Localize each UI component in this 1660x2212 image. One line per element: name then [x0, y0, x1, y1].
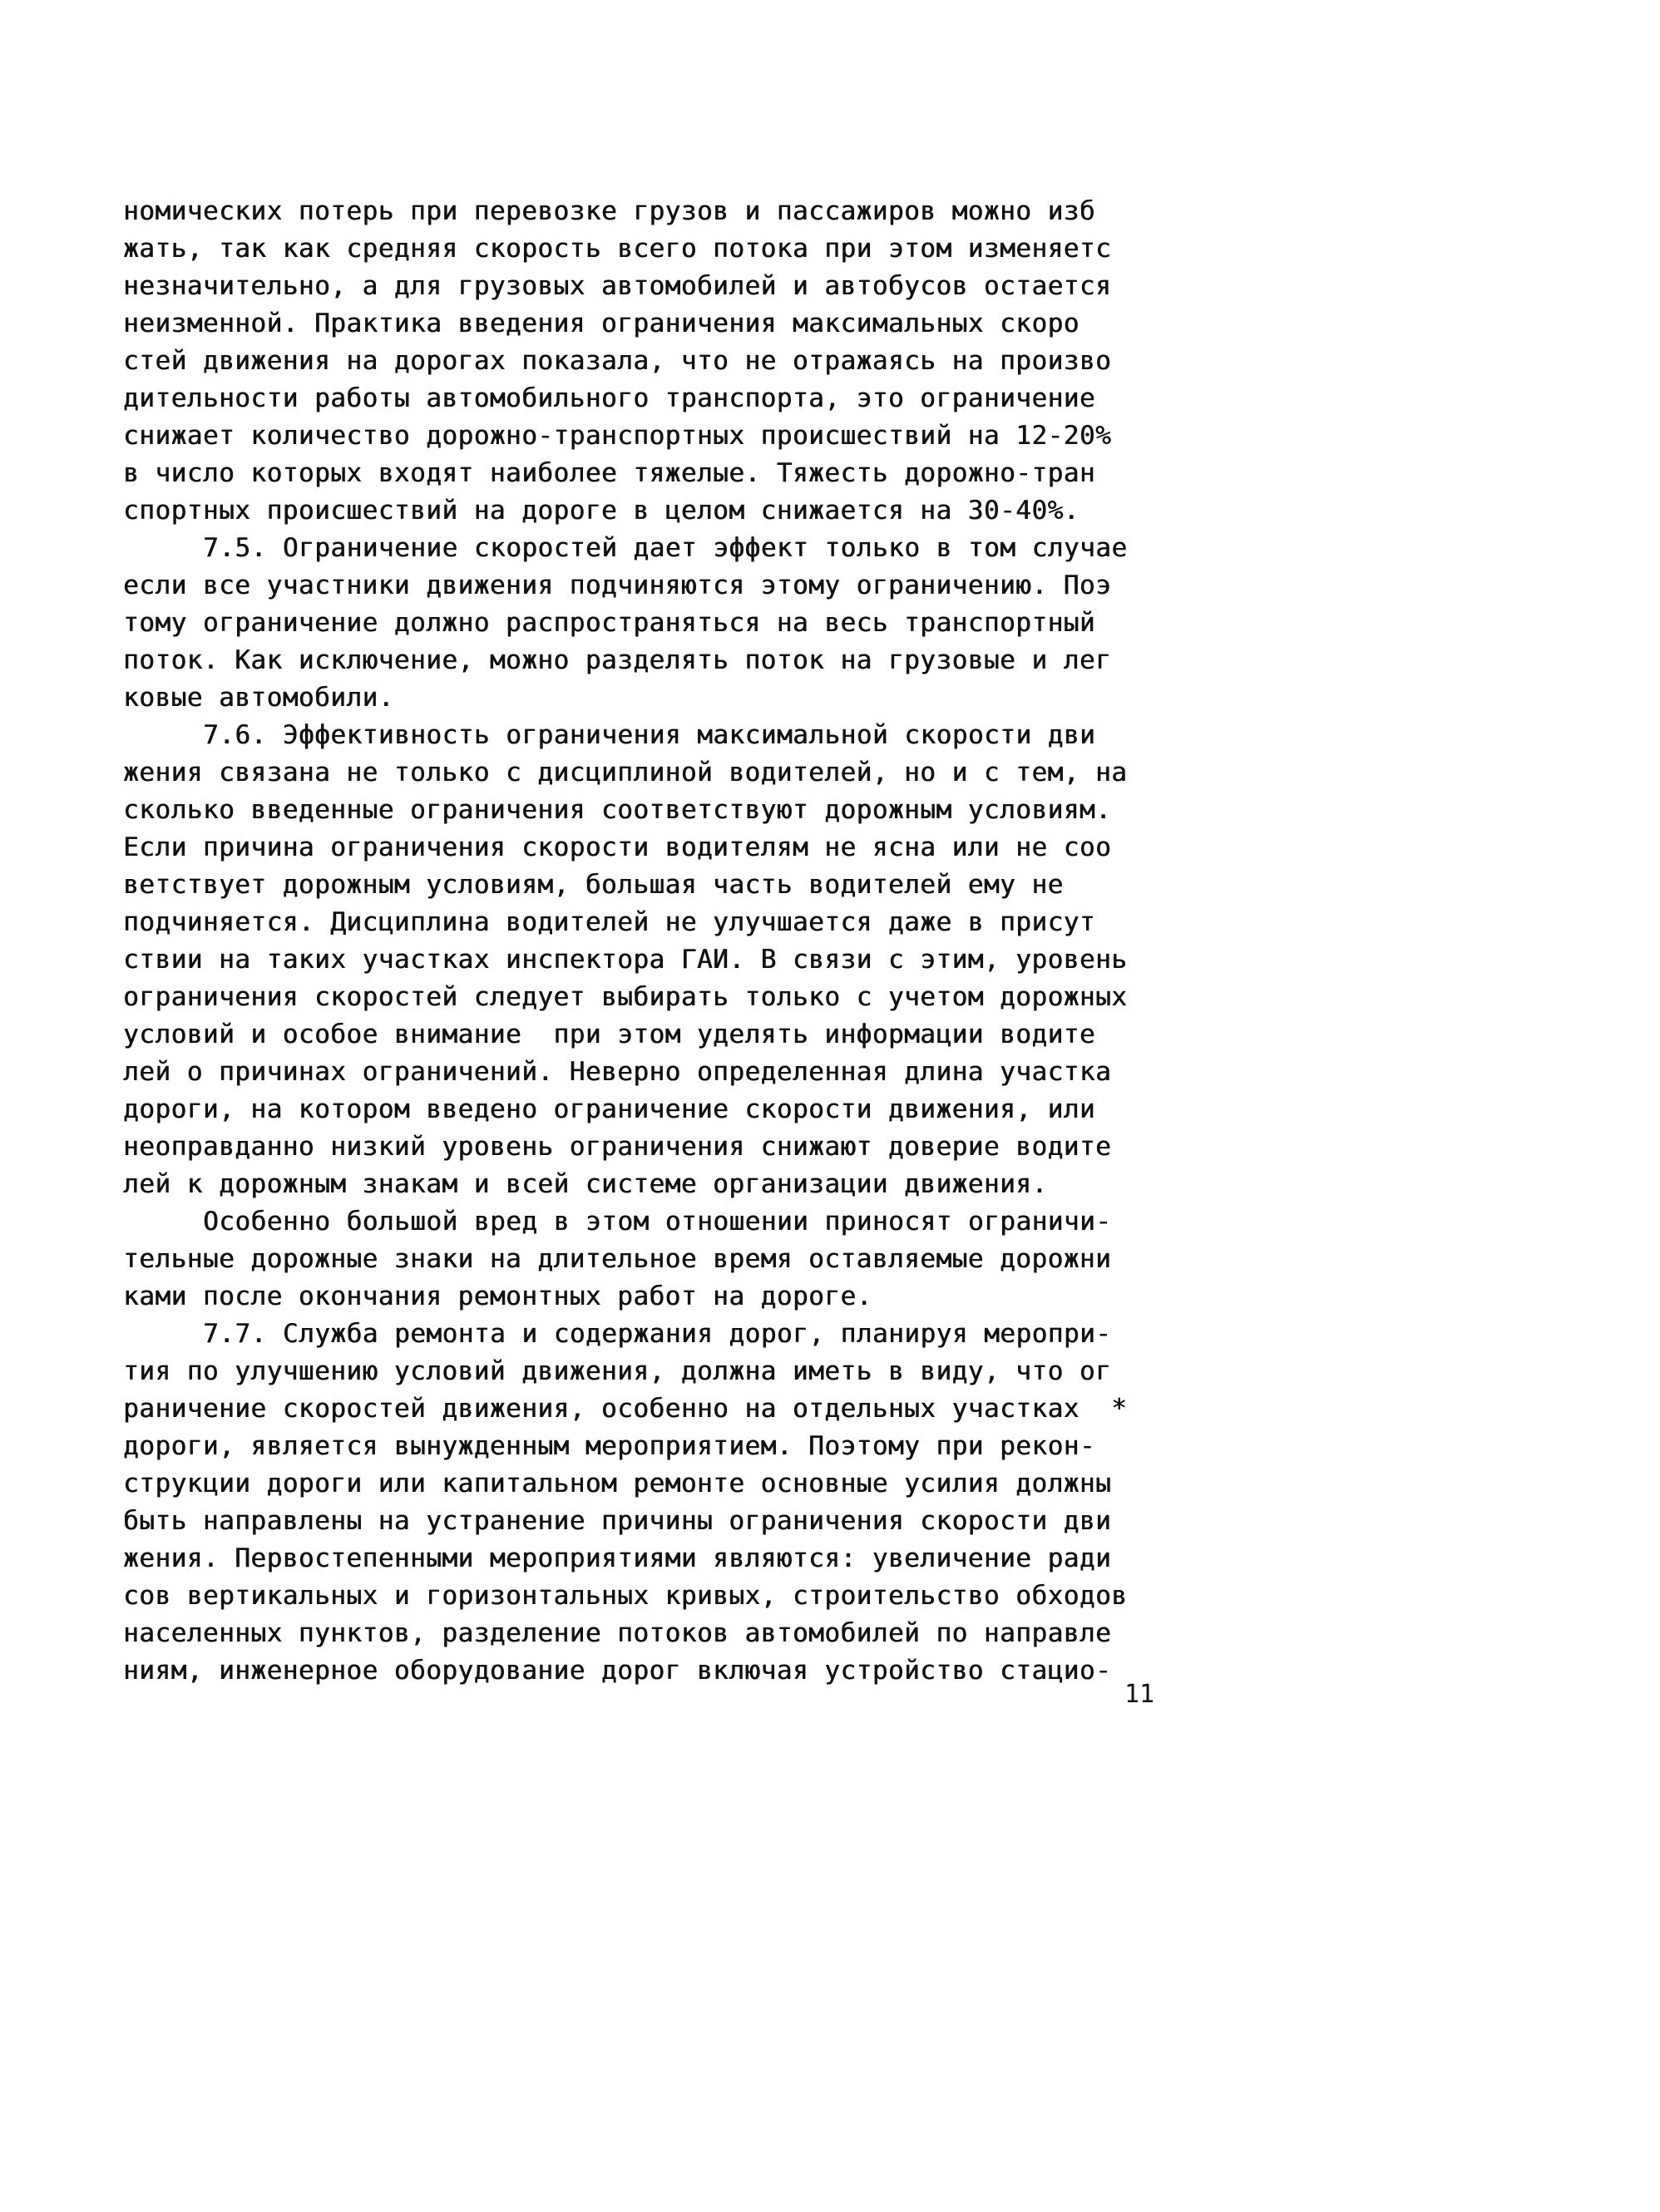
text-line: жения связана не только с дисциплиной водителей, но и с тем, на — [123, 758, 1128, 788]
page-number: 11 — [1124, 1680, 1155, 1709]
text-line: ками после окончания ремонтных работ на дороге. — [123, 1281, 872, 1311]
text-line: сов вертикальных и горизонтальных кривых, строительство обходов — [123, 1581, 1128, 1611]
text-line: быть направлены на устранение причины ограничения скорости дви — [123, 1506, 1112, 1536]
text-line: незначительно, а для грузовых автомобилей и автобусов остается — [123, 271, 1112, 301]
text-line: неизменной. Практика введения ограничения максимальных скоро — [123, 309, 1079, 338]
text-line: в число которых входят наиболее тяжелые. Тяжесть дорожно-тран — [123, 458, 1095, 488]
text-line: 7.6. Эффективность ограничения максимальной скорости дви — [203, 720, 1096, 750]
text-line: тому ограничение должно распространяться на весь транспортный — [123, 608, 1095, 638]
text-line: жения. Первостепенными мероприятиями являются: увеличение ради — [123, 1543, 1112, 1573]
text-line: ковые автомобили. — [123, 683, 394, 713]
text-line: 7.7. Служба ремонта и содержания дорог, планируя меропри- — [203, 1319, 1112, 1349]
text-line: снижает количество дорожно-транспортных происшествий на 12-20% — [123, 421, 1112, 451]
text-line: дороги, на котором введено ограничение скорости движения, или — [123, 1094, 1095, 1124]
text-line: лей к дорожным знакам и всей системе организации движения. — [123, 1169, 1048, 1199]
text-line: лей о причинах ограничений. Неверно определенная длина участка — [123, 1057, 1112, 1087]
text-line: ограничения скоростей следует выбирать только с учетом дорожных — [123, 982, 1128, 1012]
text-line: тия по улучшению условий движения, должна иметь в виду, что ог — [123, 1356, 1112, 1386]
text-line: дительности работы автомобильного транспорта, это ограничение — [123, 383, 1095, 413]
text-line: условий и особое внимание при этом уделять информации водите — [123, 1020, 1095, 1049]
text-line: стей движения на дорогах показала, что не отражаясь на произво — [123, 346, 1112, 376]
text-line: сколько введенные ограничения соответствуют дорожным условиям. — [123, 795, 1112, 825]
text-line: поток. Как исключение, можно разделять поток на грузовые и лег — [123, 645, 1112, 675]
text-line: населенных пунктов, разделение потоков автомобилей по направле — [123, 1618, 1112, 1648]
text-line: неоправданно низкий уровень ограничения снижают доверие водите — [123, 1132, 1112, 1162]
text-line: Особенно большой вред в этом отношении приносят ограничи- — [203, 1207, 1112, 1237]
text-line: номических потерь при перевозке грузов и пассажиров можно изб — [123, 196, 1095, 226]
text-line: ветствует дорожным условиям, большая часть водителей ему не — [123, 870, 1064, 900]
text-line: 7.5. Ограничение скоростей дает эффект только в том случае — [203, 533, 1128, 563]
text-line: подчиняется. Дисциплина водителей не улучшается даже в присут — [123, 907, 1095, 937]
text-line: дороги, является вынужденным мероприятием. Поэтому при рекон- — [123, 1431, 1095, 1461]
text-line: раничение скоростей движения, особенно на отдельных участках * — [123, 1394, 1128, 1424]
text-line: ниям, инженерное оборудование дорог включая устройство стацио- — [123, 1656, 1112, 1686]
text-line: если все участники движения подчиняются этому ограничению. Поэ — [123, 570, 1112, 600]
text-line: жать, так как средняя скорость всего потока при этом изменяетс — [123, 234, 1112, 264]
body-text — [123, 193, 1146, 1690]
text-line: спортных происшествий на дороге в целом снижается на 30-40%. — [123, 496, 1079, 526]
text-line: тельные дорожные знаки на длительное время оставляемые дорожни — [123, 1244, 1112, 1274]
text-line: ствии на таких участках инспектора ГАИ. В связи с этим, уровень — [123, 945, 1128, 975]
text-line: струкции дороги или капитальном ремонте основные усилия должны — [123, 1469, 1112, 1499]
text-line: Если причина ограничения скорости водителям не ясна или не соо — [123, 832, 1112, 862]
